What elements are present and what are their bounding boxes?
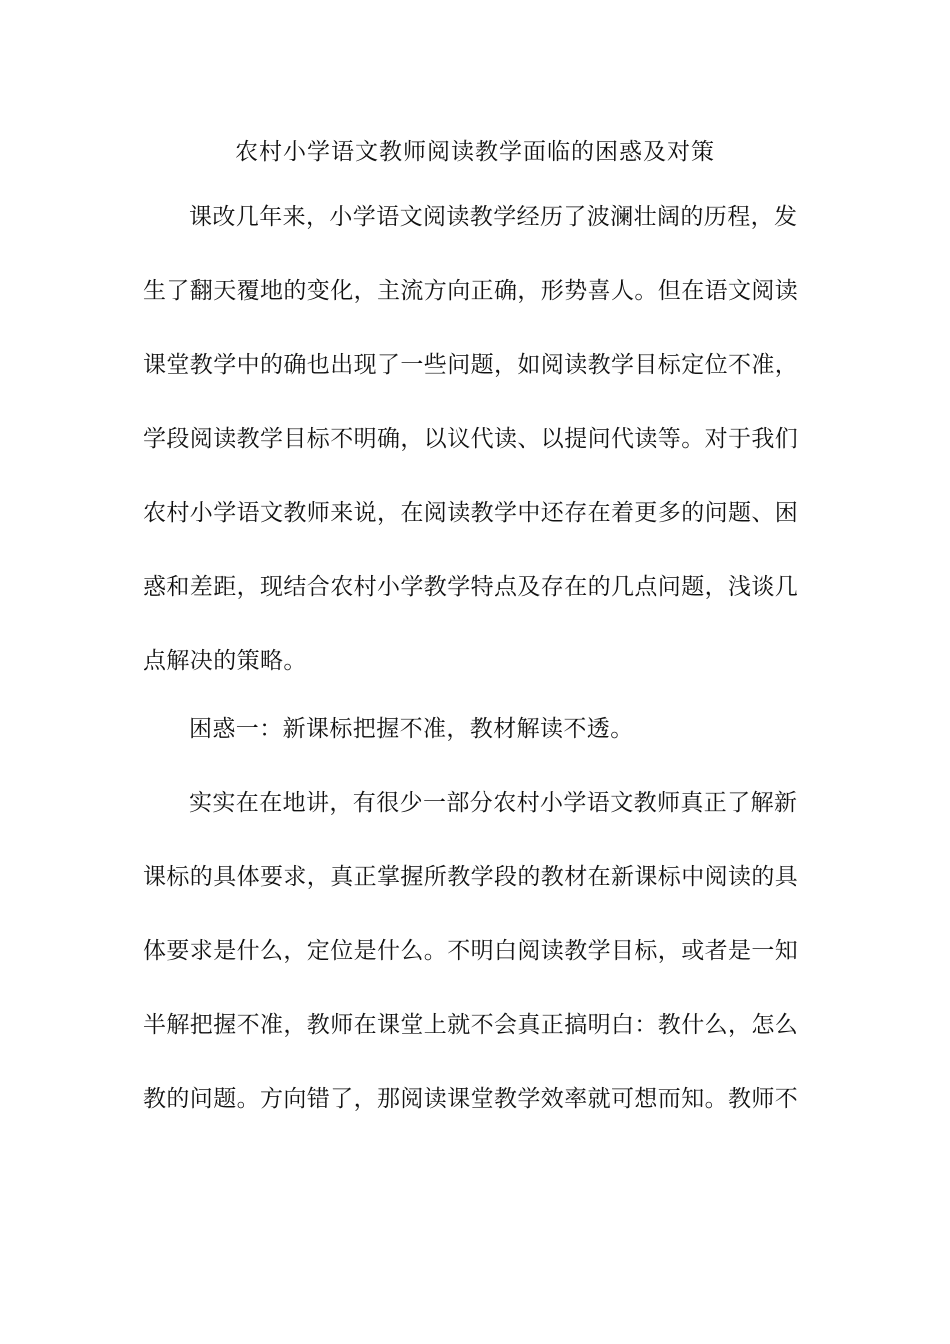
paragraph-intro: [143, 180, 807, 698]
paragraph-line: 生了翻天覆地的变化，主流方向正确，形势喜人。但在语文阅读: [143, 278, 799, 304]
paragraph-line: 体要求是什么，定位是什么。不明白阅读教学目标，或者是一知: [143, 938, 799, 964]
paragraph-line: 惑和差距，现结合农村小学教学特点及存在的几点问题，浅谈几: [143, 574, 799, 600]
paragraph-line: 农村小学语文教师来说，在阅读教学中还存在着更多的问题、困: [143, 500, 799, 526]
paragraph-line: 课标的具体要求，真正掌握所教学段的教材在新课标中阅读的具: [143, 864, 799, 890]
paragraph-line: 困惑一：新课标把握不准，教材解读不透。: [189, 716, 634, 742]
paragraph-line: 点解决的策略。: [143, 648, 307, 674]
paragraph-line: 半解把握不准，教师在课堂上就不会真正搞明白：教什么，怎么: [143, 1012, 799, 1038]
document-title: 农村小学语文教师阅读教学面临的困惑及对策: [235, 139, 715, 165]
paragraph-body: [143, 766, 807, 1136]
paragraph-line: 实实在在地讲，有很少一部分农村小学语文教师真正了解新: [189, 790, 798, 816]
paragraph-line: 教的问题。方向错了，那阅读课堂教学效率就可想而知。教师不: [143, 1086, 799, 1112]
paragraph-line: 学段阅读教学目标不明确，以议代读、以提问代读等。对于我们: [143, 426, 799, 452]
paragraph-line: 课改几年来，小学语文阅读教学经历了波澜壮阔的历程，发: [189, 204, 798, 230]
section-heading-confusion-1: [143, 692, 807, 766]
paragraph-line: 课堂教学中的确也出现了一些问题，如阅读教学目标定位不准，: [143, 352, 799, 378]
